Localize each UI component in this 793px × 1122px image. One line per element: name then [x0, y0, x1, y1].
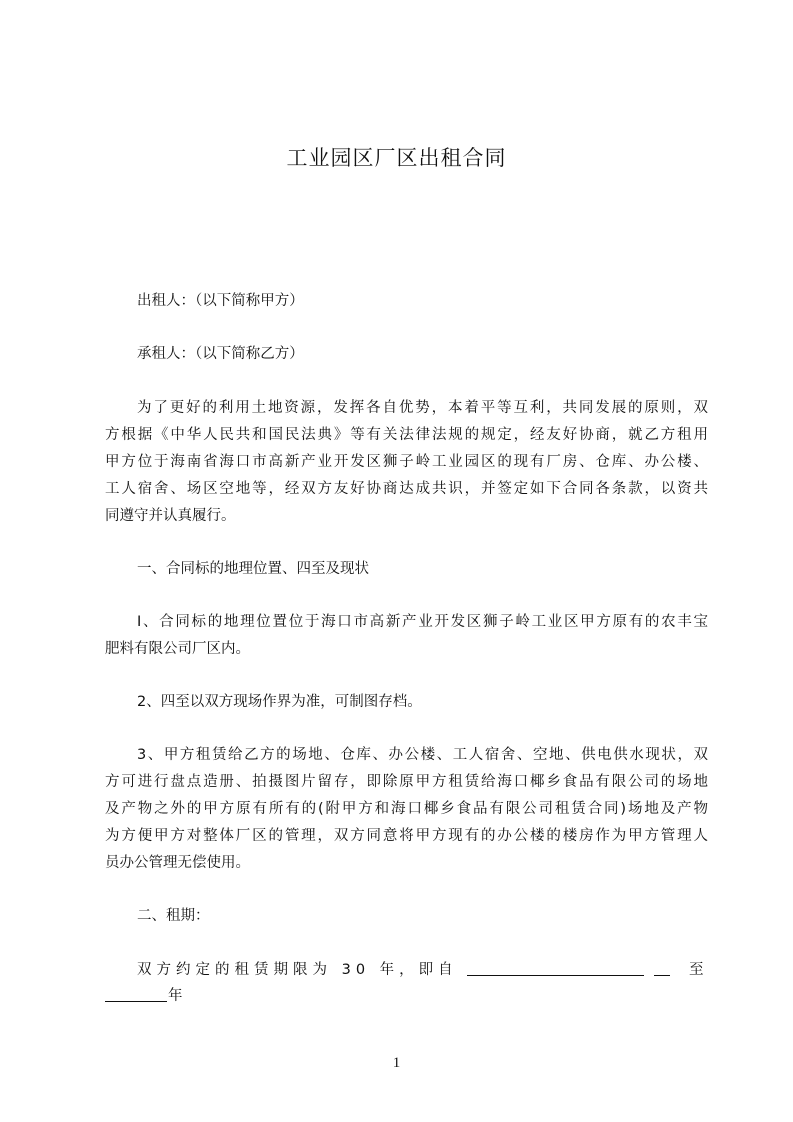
start-date-blank-2[interactable]	[654, 961, 670, 976]
clause-1-line-2: 肥料有限公司厂区内。	[105, 641, 250, 657]
start-date-blank[interactable]	[467, 961, 644, 976]
term-year-suffix: 年	[168, 988, 183, 1004]
intro-line-2: 方根据《中华人民共和国民法典》等有关法律法规的规定，经友好协商，就乙方租用	[105, 427, 708, 443]
clause-3-line-5: 员办公管理无偿使用。	[105, 855, 250, 871]
end-date-blank[interactable]	[105, 987, 167, 1002]
clause-3-line-3: 及产物之外的甲方原有所有的(附甲方和海口椰乡食品有限公司租赁合同)场地及产物	[105, 801, 708, 817]
clause-3-line-4: 为方便甲方对整体厂区的管理，双方同意将甲方现有的办公楼的楼房作为甲方管理人	[105, 828, 708, 844]
page-number: 1	[392, 1055, 401, 1071]
term-unit: 年，即自	[379, 962, 458, 978]
clause-3-line-1: 3、甲方租赁给乙方的场地、仓库、办公楼、工人宿舍、空地、供电供水现状，双	[137, 747, 708, 763]
contract-title: 工业园区厂区出租合同	[286, 146, 507, 170]
intro-line-4: 工人宿舍、场区空地等，经双方友好协商达成共识，并签定如下合同各条款，以资共	[105, 481, 708, 497]
clause-3-line-2: 方可进行盘点造册、拍摄图片留存，即除原甲方租赁给海口椰乡食品有限公司的场地	[105, 774, 708, 790]
section-2-heading: 二、租期：	[137, 908, 210, 924]
term-years: 30	[341, 962, 371, 978]
intro-line-3: 甲方位于海南省海口市高新产业开发区狮子岭工业园区的现有厂房、仓库、办公楼、	[105, 454, 708, 470]
term-text: 双方约定的租赁期限为	[137, 962, 332, 978]
term-to: 至	[689, 962, 704, 978]
clause-2: 2、四至以双方现场作界为准，可制图存档。	[137, 694, 422, 710]
term-line	[137, 960, 458, 980]
section-1-heading: 一、合同标的地理位置、四至及现状	[137, 561, 369, 577]
intro-line-1: 为了更好的利用土地资源，发挥各自优势，本着平等互利，共同发展的原则，双	[137, 400, 708, 416]
lessor-line: 出租人：（以下简称甲方）	[137, 293, 304, 309]
lessee-line: 承租人：（以下简称乙方）	[137, 346, 304, 362]
intro-line-5: 同遵守并认真履行。	[105, 508, 236, 524]
clause-1-line-1: Ⅰ、合同标的地理位置位于海口市高新产业开发区狮子岭工业区甲方原有的农丰宝	[137, 614, 708, 630]
